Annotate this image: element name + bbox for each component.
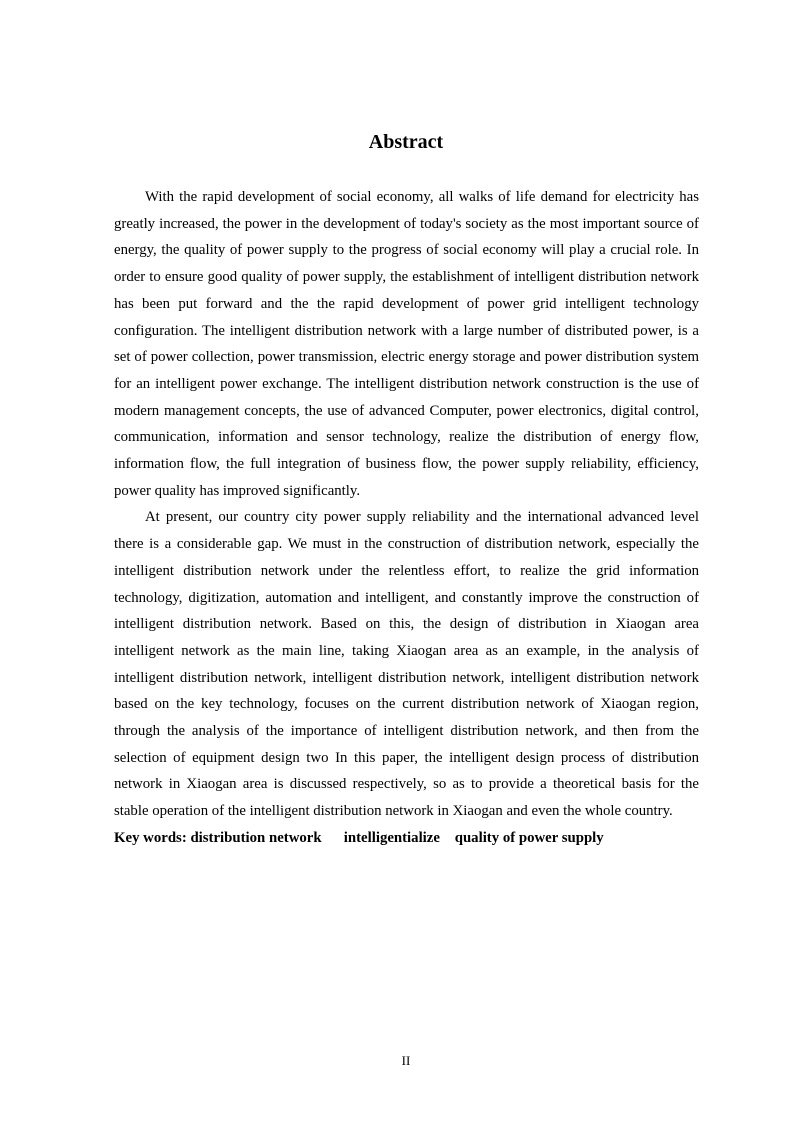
- page-title: Abstract: [368, 131, 444, 153]
- page-number: II: [401, 1053, 411, 1068]
- abstract-paragraph-2: At present, our country city power supply reliability and the international advanced level there is a considerable gap. We must in the construction of distribution network, especially the intelligent distribution network under the relentless effort, to realize the grid information technology, digitization, automation and intelligent, and constantly improve the construction of intelligent distribution network. Based on this, the design of distribution in Xiaogan area intelligent network as the main line, taking Xiaogan area as an example, in the analysis of intelligent distribution network, intelligent distribution network, intelligent distribution network based on the key technology, focuses on the current distribution network of Xiaogan region, through the analysis of the importance of intelligent distribution network, and then from the selection of equipment design two In this paper, the intelligent design process of distribution network in Xiaogan area is discussed respectively, so as to provide a theoretical basis for the stable operation of the intelligent distribution network in Xiaogan and even the whole country.: [114, 509, 699, 820]
- abstract-paragraph-1: With the rapid development of social economy, all walks of life demand for electricity has greatly increased, the power in the development of today's society as the most important source of energy, the quality of power supply to the progress of social economy will play a crucial role. In order to ensure good quality of power supply, the establishment of intelligent distribution network has been put forward and the the rapid development of power grid intelligent technology configuration. The intelligent distribution network with a large number of distributed power, is a set of power collection, power transmission, electric energy storage and power distribution system for an intelligent power exchange. The intelligent distribution network construction is the use of modern management concepts, the use of advanced Computer, power electronics, digital control, communication, information and sensor technology, realize the distribution of energy flow, information flow, the full integration of business flow, the power supply reliability, efficiency, power quality has improved significantly.: [114, 189, 699, 499]
- keywords-line: Key words: distribution network intelligentialize quality of power supply: [114, 829, 604, 846]
- abstract-body: [114, 184, 699, 852]
